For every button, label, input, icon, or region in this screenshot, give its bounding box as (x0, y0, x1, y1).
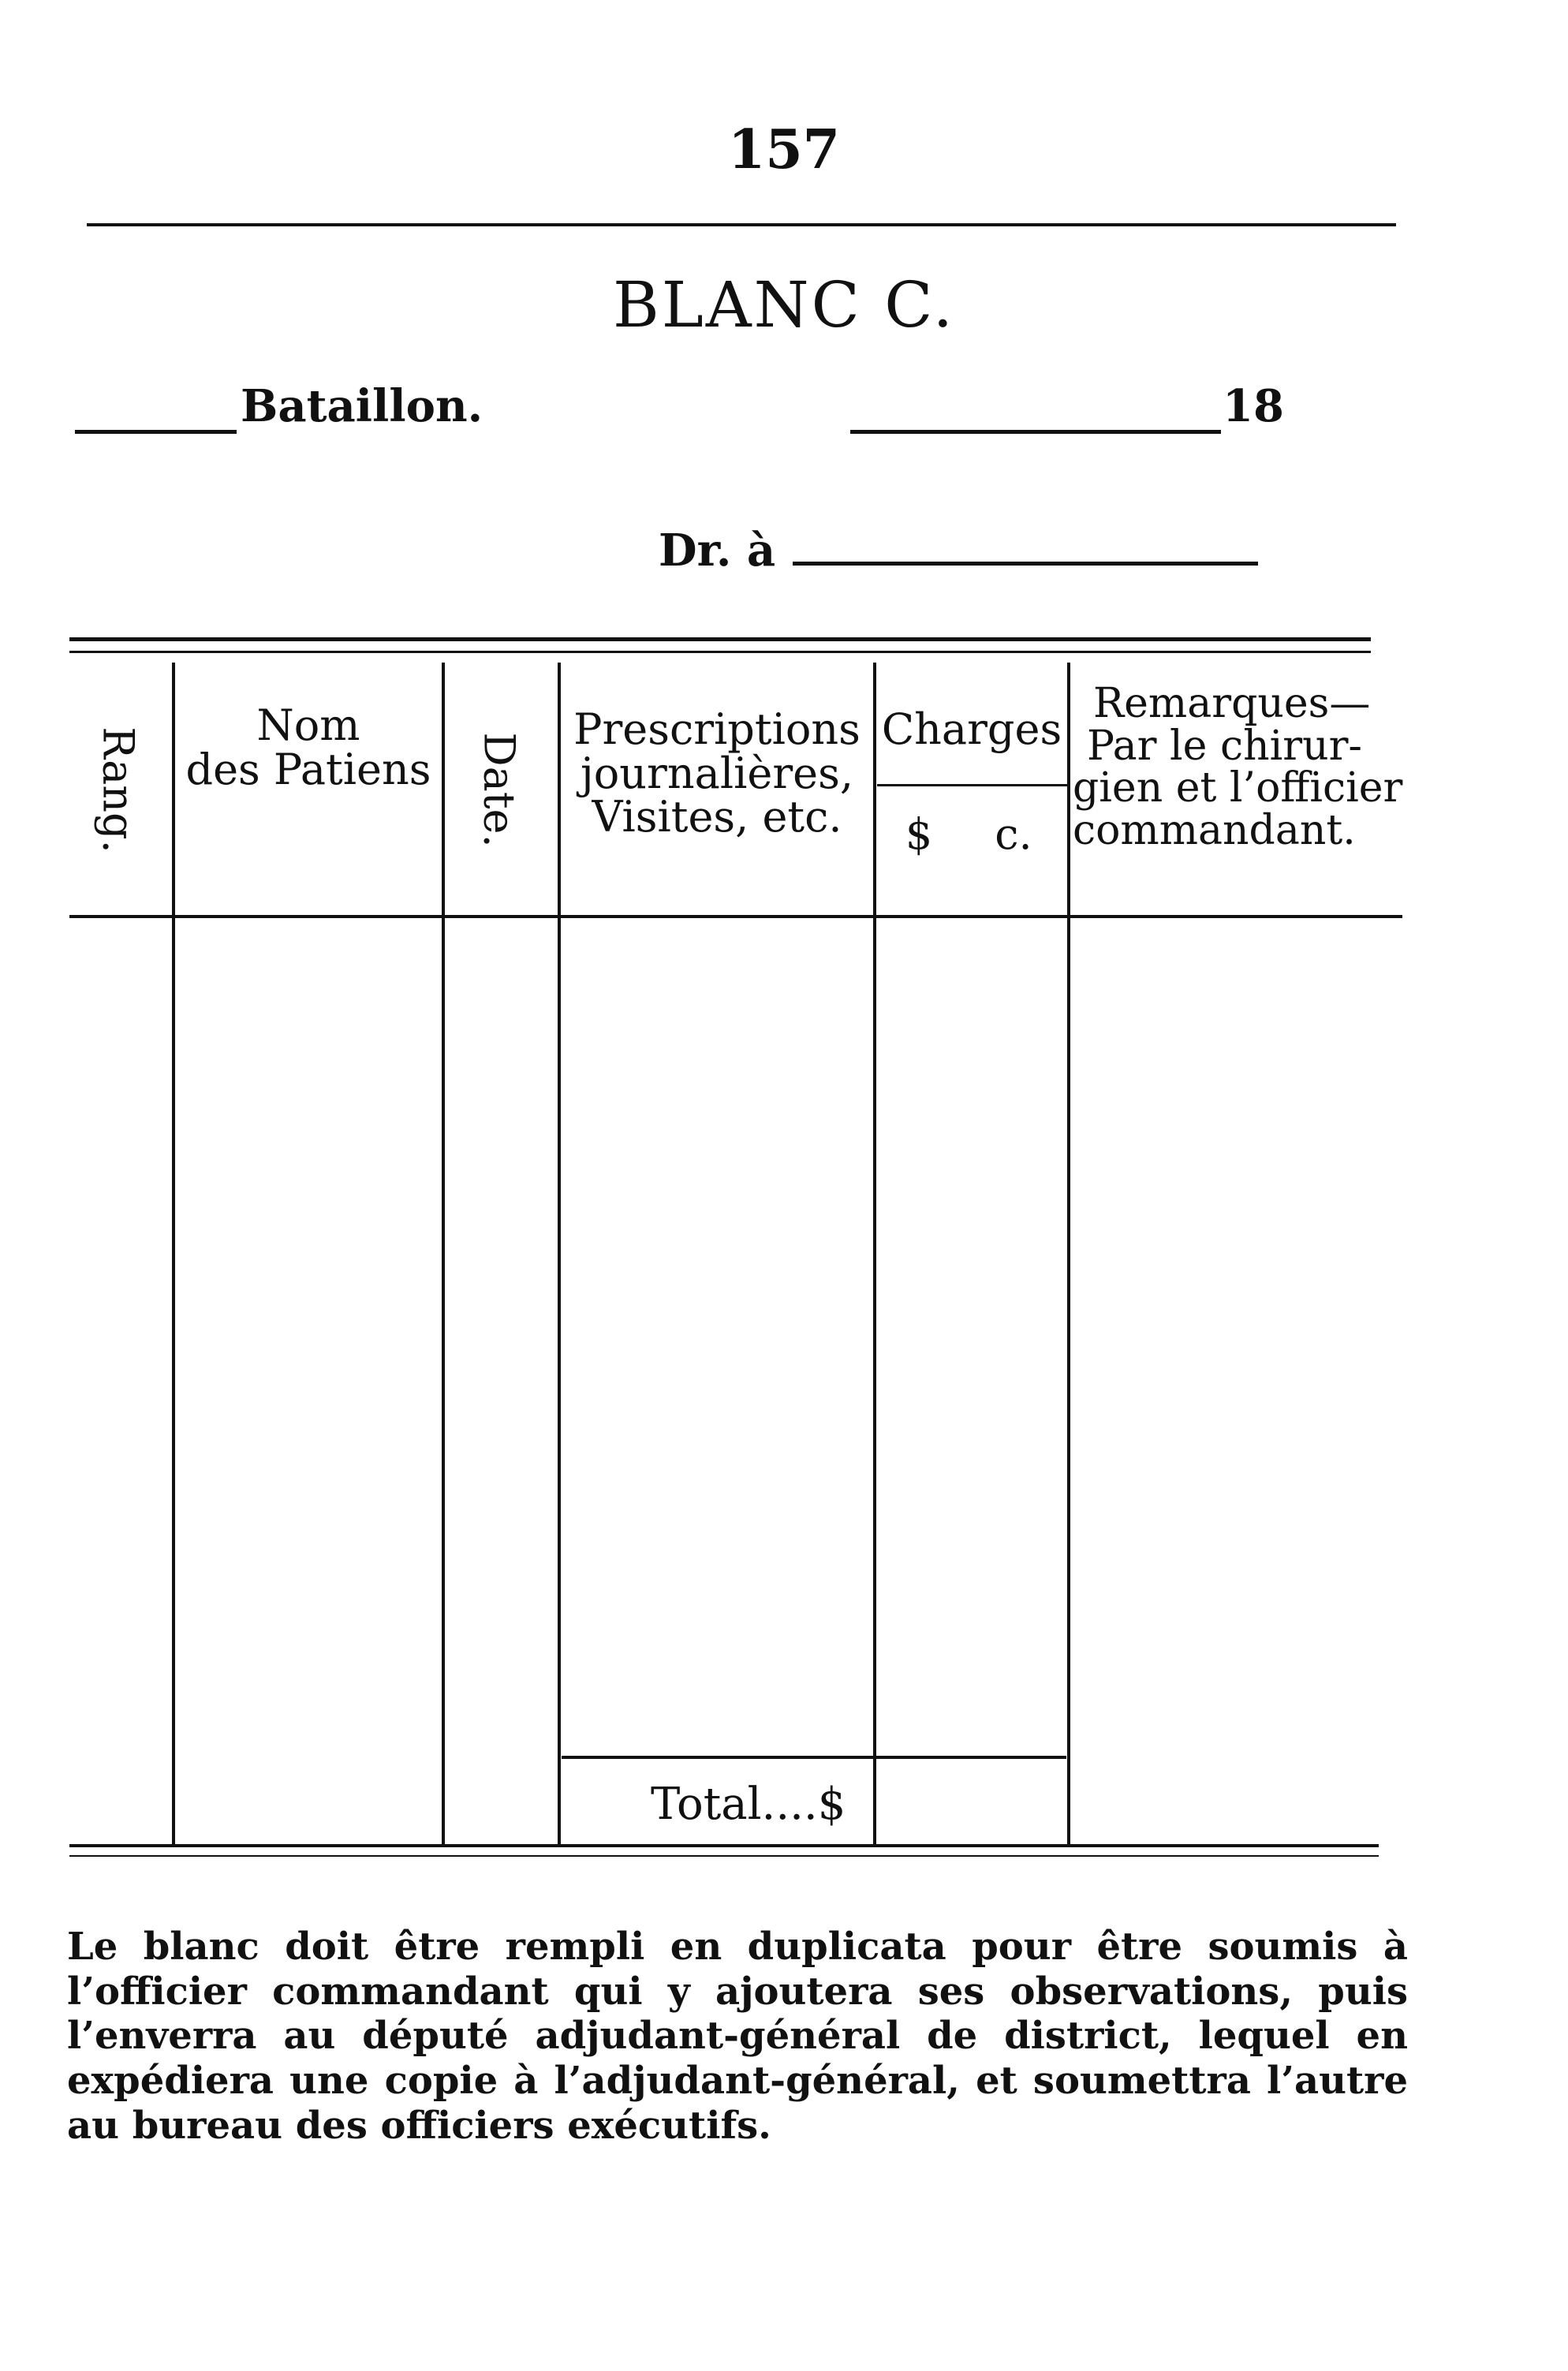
column-divider (873, 663, 876, 1846)
column-divider (442, 663, 445, 1846)
column-header-cents: c. (995, 809, 1032, 859)
column-divider (558, 663, 561, 1846)
table-bottom-rule (69, 1844, 1379, 1847)
year-label: 18 (1223, 380, 1284, 432)
column-header-remarks-line2: Par le chirur- (1087, 722, 1362, 770)
total-label: Total....$ (651, 1779, 846, 1830)
column-header-dollars: $ (905, 809, 933, 859)
column-header-rank: Rang. (93, 726, 144, 853)
column-header-name-line2: des Patiens (185, 744, 431, 794)
column-header-name-line1: Nom (256, 700, 360, 750)
total-top-rule (562, 1756, 1066, 1759)
column-header-remarks-line1: Remarques— (1093, 680, 1371, 727)
column-header-prescriptions (561, 704, 873, 842)
column-header-remarks (1073, 680, 1404, 854)
column-divider (1067, 663, 1070, 1846)
instructions-paragraph: Le blanc doit être rempli en duplicata pour être soumis à l’officier commandant qui y ajoutera ses observations, puis l’enverra au député adjudant-général de district, lequel en expédiera une copie à l’adjudant-général, et soumettra l’autre au bureau des officiers exécutifs. (67, 1925, 1408, 2148)
header-bottom-rule (69, 915, 1402, 918)
table-top-rule (69, 637, 1371, 641)
dr-label: Dr. à (659, 525, 776, 577)
battalion-label: Bataillon. (241, 380, 483, 432)
column-header-charges: Charges (881, 704, 1062, 754)
column-header-prescriptions-line1: Prescriptions (573, 704, 861, 754)
column-header-remarks-line4: commandant. (1073, 806, 1356, 854)
charges-sub-rule (877, 784, 1067, 786)
column-header-prescriptions-line2: journalières, (581, 748, 853, 798)
table-top-rule-inner (69, 651, 1371, 653)
column-header-name (175, 700, 442, 794)
form-title: BLANC C. (612, 268, 956, 342)
column-header-date: Date. (474, 732, 525, 848)
column-header-prescriptions-line3: Visites, etc. (592, 792, 842, 842)
page-number: 157 (728, 118, 840, 181)
column-divider (172, 663, 175, 1846)
table-bottom-rule-thin (69, 1855, 1379, 1857)
column-header-remarks-line3: gien et l’officier (1073, 764, 1403, 812)
